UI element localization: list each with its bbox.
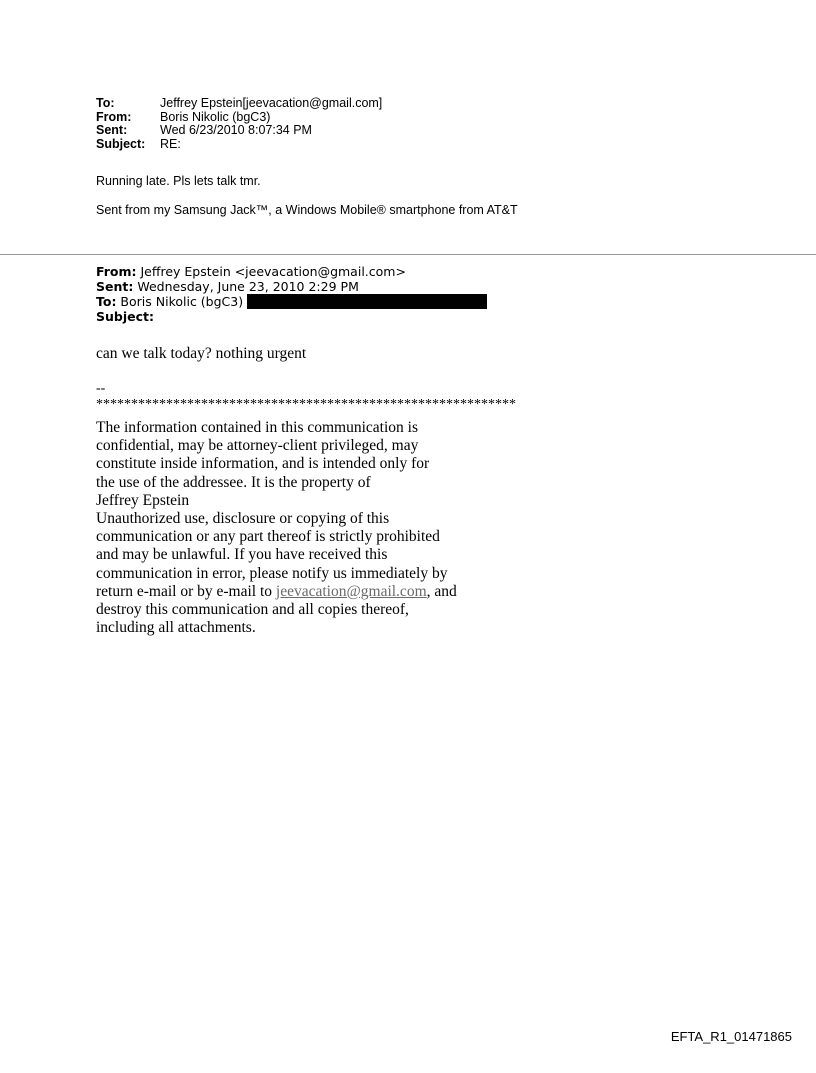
- to-label: To:: [96, 96, 115, 110]
- disclaimer-line: and may be unlawful. If you have received this: [96, 546, 388, 564]
- disclaimer-line: communication in error, please notify us immediately by: [96, 564, 448, 582]
- document-id: EFTA_R1_01471865: [670, 1029, 792, 1044]
- quoted-body: [96, 345, 306, 363]
- quoted-subject-row: [96, 309, 487, 324]
- signature-stars: ************************************************************: [96, 397, 516, 412]
- quoted-sent-value: Wednesday, June 23, 2010 2:29 PM: [133, 279, 359, 294]
- signature-block: [96, 381, 516, 413]
- disclaimer-line: including all attachments.: [96, 619, 256, 637]
- quoted-sent-label: Sent:: [96, 279, 134, 294]
- quoted-to-value: Boris Nikolic (bgC3): [116, 294, 244, 309]
- disclaimer-line: destroy this communication and all copies thereof,: [96, 601, 409, 619]
- quoted-to-label: To:: [96, 294, 117, 309]
- header-subject-row: [96, 138, 382, 152]
- disclaimer-line: The information contained in this communication is: [96, 419, 418, 436]
- subject-value: RE:: [160, 136, 181, 151]
- disclaimer-text: , and: [426, 582, 457, 600]
- quoted-subject-label: Subject:: [96, 309, 154, 324]
- confidentiality-disclaimer: [96, 419, 457, 637]
- header-sent-row: [96, 124, 382, 138]
- from-value: Boris Nikolic (bgC3): [160, 109, 271, 124]
- quoted-from-row: [96, 264, 487, 279]
- header-from-row: [96, 111, 382, 125]
- sent-value: Wed 6/23/2010 8:07:34 PM: [160, 123, 312, 137]
- quoted-from-label: From:: [96, 264, 137, 279]
- disclaimer-text: return e-mail or by e-mail to: [96, 582, 276, 600]
- subject-label: Subject:: [96, 136, 146, 151]
- mobile-signature: Sent from my Samsung Jack™, a Windows Mobile® smartphone from AT&T: [96, 203, 518, 217]
- quoted-sent-row: [96, 279, 487, 294]
- email-link[interactable]: jeevacation@gmail.com: [275, 582, 427, 600]
- email-header: [96, 97, 382, 151]
- quoted-to-row: [96, 294, 487, 309]
- quoted-header: [96, 264, 487, 324]
- message-separator: [0, 254, 816, 255]
- to-value: Jeffrey Epstein[jeevacation@gmail.com]: [160, 96, 383, 110]
- disclaimer-line: [96, 583, 457, 601]
- redaction-box: [247, 294, 487, 309]
- quoted-message: can we talk today? nothing urgent: [96, 345, 307, 362]
- disclaimer-line: communication or any part thereof is strictly prohibited: [96, 528, 440, 546]
- from-label: From:: [96, 109, 132, 124]
- email-body: [96, 174, 518, 217]
- quoted-from-value: Jeffrey Epstein <jeevacation@gmail.com>: [136, 264, 406, 279]
- sent-label: Sent:: [96, 123, 128, 137]
- disclaimer-line: Jeffrey Epstein: [96, 491, 190, 509]
- disclaimer-line: constitute inside information, and is intended only for: [96, 455, 430, 473]
- disclaimer-line: confidential, may be attorney-client privileged, may: [96, 437, 419, 455]
- disclaimer-line: the use of the addressee. It is the property of: [96, 473, 371, 491]
- signature-dashes: --: [96, 381, 106, 396]
- header-to-row: [96, 97, 382, 111]
- disclaimer-line: Unauthorized use, disclosure or copying of this: [96, 510, 390, 528]
- reply-message: Running late. Pls lets talk tmr.: [96, 174, 261, 188]
